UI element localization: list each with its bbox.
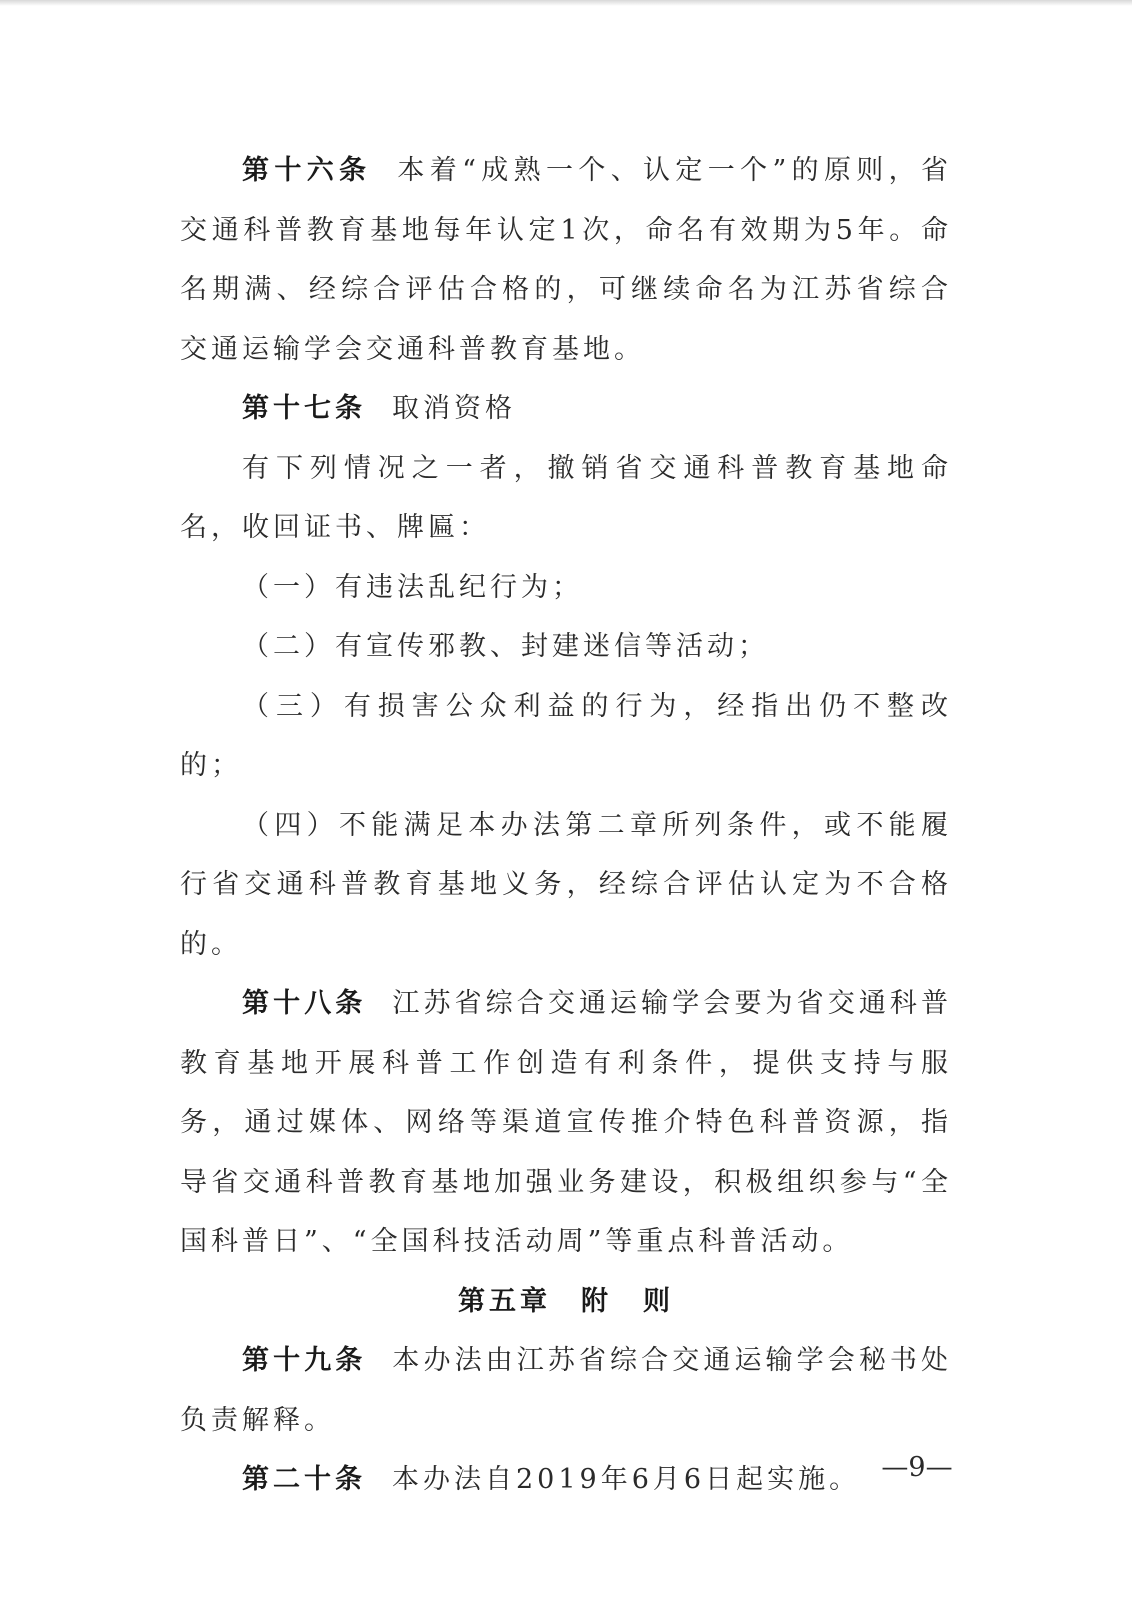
chapter-name: 附 则 <box>581 1285 674 1317</box>
article-text: 本着“成熟一个、认定一个”的原则，省交通科普教育基地每年认定1次，命名有效期为5年。命名期满、经综合评估合格的，可继续命名为江苏省综合交通运输学会交通科普教育基地。 <box>180 155 953 365</box>
article-label: 第十七条 <box>242 393 366 424</box>
article-17-intro: 有下列情况之一者，撤销省交通科普教育基地命名，收回证书、牌匾： <box>180 452 952 543</box>
list-item: （四）不能满足本办法第二章所列条件，或不能履行省交通科普教育基地义务，经综合评估认定为不合格的。 <box>180 809 952 960</box>
article-label: 第十八条 <box>242 988 367 1019</box>
article-20 <box>180 1450 952 1510</box>
article-label: 第十九条 <box>242 1345 367 1376</box>
document-body <box>180 141 952 1510</box>
article-18 <box>180 974 952 1272</box>
list-item: （三）有损害公众利益的行为，经指出仍不整改的； <box>180 690 952 781</box>
article-text: 江苏省综合交通运输学会要为省交通科普教育基地开展科普工作创造有利条件，提供支持与服务，通过媒体、网络等渠道宣传推介特色科普资源，指导省交通科普教育基地加强业务建设，积极组织参与“全国科普日”、“全国科技活动周”等重点科普活动。 <box>180 988 953 1257</box>
chapter-title <box>180 1272 952 1332</box>
article-16 <box>180 141 952 379</box>
page-number: —9— <box>881 1452 953 1483</box>
article-label: 第十六条 <box>242 155 372 186</box>
article-text: 本办法由江苏省综合交通运输学会秘书处负责解释。 <box>180 1345 953 1436</box>
scan-top-edge <box>0 0 1132 6</box>
chapter-number: 第五章 <box>458 1285 551 1317</box>
list-item: （一）有违法乱纪行为； <box>242 571 583 603</box>
article-19 <box>180 1331 952 1450</box>
article-text: 本办法自2019年6月6日起实施。 <box>392 1464 861 1495</box>
article-17-heading <box>180 379 952 439</box>
article-label: 第二十条 <box>242 1464 366 1495</box>
article-title: 取消资格 <box>392 393 516 424</box>
list-item: （二）有宣传邪教、封建迷信等活动； <box>242 631 769 662</box>
